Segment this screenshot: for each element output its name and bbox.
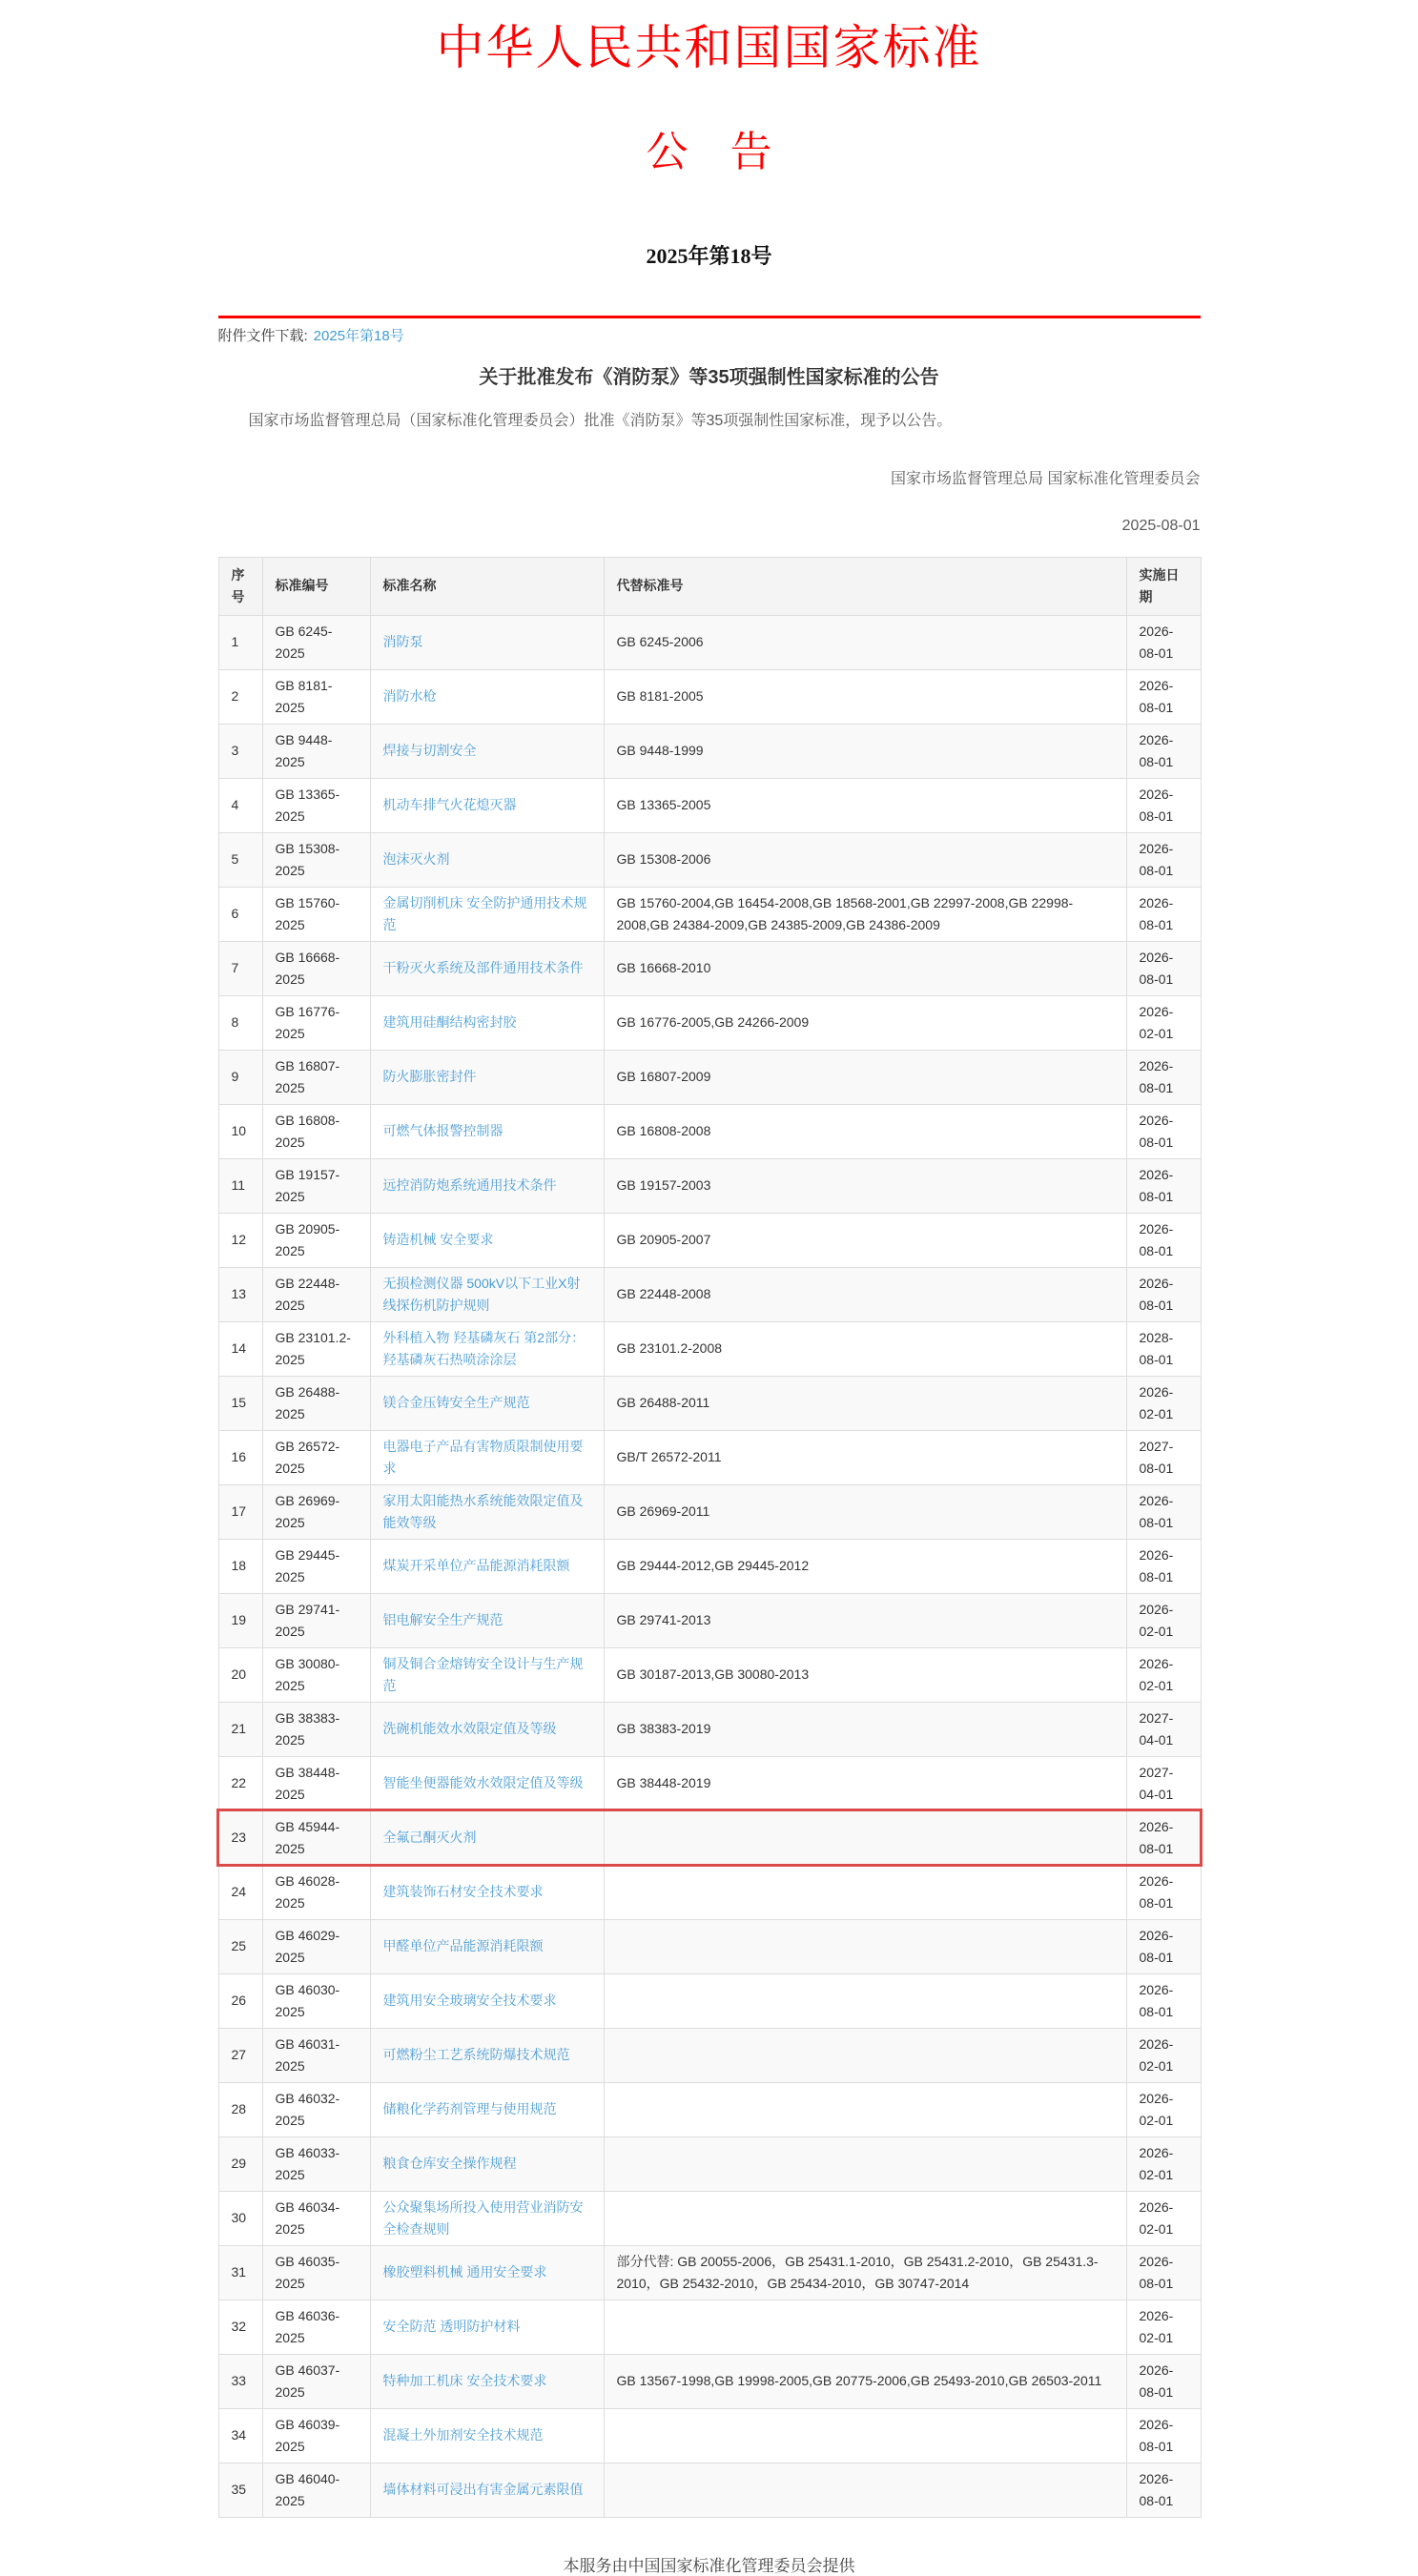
cell-standard-name: [370, 2136, 604, 2191]
cell-seq: 33: [218, 2354, 262, 2408]
cell-standard-code: GB 46036-2025: [262, 2300, 370, 2354]
cell-implementation-date: 2026-08-01: [1126, 1484, 1201, 1539]
table-row: [218, 2245, 1201, 2300]
standard-name-link[interactable]: 干粉灭火系统及部件通用技术条件: [382, 960, 584, 976]
cell-implementation-date: 2026-08-01: [1126, 669, 1201, 724]
table-row: [218, 1810, 1201, 1865]
standard-name-link[interactable]: 甲醛单位产品能源消耗限额: [382, 1938, 544, 1954]
cell-replaced-standards: GB 16808-2008: [604, 1104, 1126, 1158]
cell-standard-name: [370, 1430, 604, 1484]
cell-standard-code: GB 8181-2025: [262, 669, 370, 724]
cell-standard-code: GB 38383-2025: [262, 1702, 370, 1756]
standard-name-link[interactable]: 无损检测仪器 500kV以下工业X射线探伤机防护规则: [382, 1275, 581, 1313]
standard-name-link[interactable]: 粮食仓库安全操作规程: [382, 2156, 517, 2172]
cell-standard-name: [370, 1756, 604, 1810]
table-row: [218, 1050, 1201, 1104]
table-row: [218, 1973, 1201, 2028]
cell-standard-code: GB 29741-2025: [262, 1593, 370, 1647]
cell-standard-name: [370, 1267, 604, 1321]
table-row: [218, 1756, 1201, 1810]
standard-name-link[interactable]: 铝电解安全生产规范: [382, 1612, 503, 1628]
cell-seq: 28: [218, 2082, 262, 2136]
cell-seq: 10: [218, 1104, 262, 1158]
cell-seq: 30: [218, 2191, 262, 2245]
table-row: [218, 724, 1201, 778]
cell-implementation-date: 2026-02-01: [1126, 2300, 1201, 2354]
standard-name-link[interactable]: 特种加工机床 安全技术要求: [382, 2373, 547, 2389]
cell-seq: 22: [218, 1756, 262, 1810]
cell-replaced-standards: GB 6245-2006: [604, 615, 1126, 669]
cell-standard-code: GB 16776-2025: [262, 995, 370, 1050]
cell-standard-code: GB 16668-2025: [262, 941, 370, 995]
standard-name-link[interactable]: 泡沫灭火剂: [382, 851, 450, 868]
table-row: [218, 1321, 1201, 1376]
cell-standard-code: GB 16807-2025: [262, 1050, 370, 1104]
table-row: [218, 1702, 1201, 1756]
cell-standard-name: [370, 1919, 604, 1973]
cell-seq: 18: [218, 1539, 262, 1593]
cell-replaced-standards: GB 38448-2019: [604, 1756, 1126, 1810]
cell-implementation-date: 2028-08-01: [1126, 1321, 1201, 1376]
cell-replaced-standards: GB 15760-2004,GB 16454-2008,GB 18568-2001,GB 22997-2008,GB 22998-2008,GB 24384-2009,GB 24385-2009,GB 24386-2009: [604, 887, 1126, 941]
cell-seq: 17: [218, 1484, 262, 1539]
cell-standard-name: [370, 778, 604, 832]
cell-implementation-date: 2027-08-01: [1126, 1430, 1201, 1484]
cell-seq: 6: [218, 887, 262, 941]
standard-name-link[interactable]: 消防水枪: [382, 688, 437, 705]
cell-standard-name: [370, 941, 604, 995]
document-body: [218, 0, 1201, 2576]
cell-seq: 1: [218, 615, 262, 669]
header-cell-date: 实施日期: [1126, 557, 1201, 615]
standard-name-link[interactable]: 全氟己酮灭火剂: [382, 1830, 477, 1846]
cell-standard-code: GB 46031-2025: [262, 2028, 370, 2082]
table-row: [218, 887, 1201, 941]
cell-standard-name: [370, 2408, 604, 2463]
attachment-row: [218, 318, 1201, 346]
standard-name-link[interactable]: 金属切削机床 安全防护通用技术规范: [382, 894, 587, 932]
cell-standard-code: GB 26488-2025: [262, 1376, 370, 1430]
cell-seq: 16: [218, 1430, 262, 1484]
cell-replaced-standards: GB 26488-2011: [604, 1376, 1126, 1430]
cell-implementation-date: 2027-04-01: [1126, 1756, 1201, 1810]
cell-seq: 25: [218, 1919, 262, 1973]
cell-standard-name: [370, 2354, 604, 2408]
standard-name-link[interactable]: 建筑装饰石材安全技术要求: [382, 1884, 544, 1900]
table-row: [218, 2408, 1201, 2463]
cell-standard-name: [370, 1321, 604, 1376]
cell-implementation-date: 2026-02-01: [1126, 2082, 1201, 2136]
cell-replaced-standards: [604, 2136, 1126, 2191]
cell-standard-name: [370, 1104, 604, 1158]
table-row: [218, 1158, 1201, 1213]
cell-replaced-standards: 部分代替: GB 20055-2006，GB 25431.1-2010，GB 25431.2-2010，GB 25431.3-2010，GB 25432-2010，GB 25434-2010，GB 30747-2014: [604, 2245, 1126, 2300]
cell-standard-name: [370, 1158, 604, 1213]
table-row: [218, 1865, 1201, 1919]
table-row: [218, 1593, 1201, 1647]
table-row: [218, 1539, 1201, 1593]
issue-number: 2025年第18号: [646, 243, 772, 268]
cell-standard-name: [370, 2300, 604, 2354]
cell-implementation-date: 2026-02-01: [1126, 995, 1201, 1050]
cell-seq: 7: [218, 941, 262, 995]
cell-standard-name: [370, 2191, 604, 2245]
cell-standard-code: GB 9448-2025: [262, 724, 370, 778]
cell-implementation-date: 2026-02-01: [1126, 2191, 1201, 2245]
cell-implementation-date: 2026-08-01: [1126, 2463, 1201, 2517]
page-subtitle: 公 告: [646, 128, 772, 175]
publish-date: 2025-08-01: [1121, 517, 1201, 534]
cell-standard-code: GB 46035-2025: [262, 2245, 370, 2300]
cell-standard-name: [370, 2463, 604, 2517]
cell-implementation-date: 2026-08-01: [1126, 1158, 1201, 1213]
cell-standard-code: GB 15308-2025: [262, 832, 370, 887]
cell-standard-code: GB 19157-2025: [262, 1158, 370, 1213]
cell-replaced-standards: [604, 2463, 1126, 2517]
cell-replaced-standards: GB 29444-2012,GB 29445-2012: [604, 1539, 1126, 1593]
cell-standard-name: [370, 1539, 604, 1593]
cell-replaced-standards: GB 23101.2-2008: [604, 1321, 1126, 1376]
table-row: [218, 1647, 1201, 1702]
cell-implementation-date: 2026-08-01: [1126, 778, 1201, 832]
table-row: [218, 832, 1201, 887]
cell-implementation-date: 2026-08-01: [1126, 941, 1201, 995]
cell-replaced-standards: GB 16776-2005,GB 24266-2009: [604, 995, 1126, 1050]
cell-standard-code: GB 46032-2025: [262, 2082, 370, 2136]
cell-seq: 21: [218, 1702, 262, 1756]
cell-standard-name: [370, 669, 604, 724]
cell-standard-code: GB 29445-2025: [262, 1539, 370, 1593]
standard-name-link[interactable]: 家用太阳能热水系统能效限定值及能效等级: [382, 1492, 584, 1530]
cell-standard-code: GB 16808-2025: [262, 1104, 370, 1158]
cell-seq: 35: [218, 2463, 262, 2517]
cell-replaced-standards: [604, 1810, 1126, 1865]
cell-replaced-standards: GB 19157-2003: [604, 1158, 1126, 1213]
standard-name-link[interactable]: 混凝土外加剂安全技术规范: [382, 2427, 544, 2443]
cell-standard-name: [370, 832, 604, 887]
cell-standard-code: GB 46034-2025: [262, 2191, 370, 2245]
cell-implementation-date: 2026-08-01: [1126, 724, 1201, 778]
cell-standard-code: GB 30080-2025: [262, 1647, 370, 1702]
standard-name-link[interactable]: 消防泵: [382, 634, 423, 650]
cell-standard-name: [370, 1050, 604, 1104]
cell-replaced-standards: [604, 1973, 1126, 2028]
table-row: [218, 2463, 1201, 2517]
cell-standard-code: GB 46040-2025: [262, 2463, 370, 2517]
table-row: [218, 1919, 1201, 1973]
cell-seq: 29: [218, 2136, 262, 2191]
cell-standard-name: [370, 1484, 604, 1539]
cell-standard-code: GB 26572-2025: [262, 1430, 370, 1484]
standards-table: [218, 557, 1202, 2518]
cell-implementation-date: 2026-08-01: [1126, 2354, 1201, 2408]
table-row: [218, 2300, 1201, 2354]
table-row: [218, 2136, 1201, 2191]
cell-replaced-standards: GB 13567-1998,GB 19998-2005,GB 20775-2006,GB 25493-2010,GB 26503-2011: [604, 2354, 1126, 2408]
table-row: [218, 1213, 1201, 1267]
header-cell-replaced: 代替标准号: [604, 557, 1126, 615]
issuing-authority: 国家市场监督管理总局 国家标准化管理委员会: [891, 470, 1201, 487]
cell-replaced-standards: [604, 1865, 1126, 1919]
cell-replaced-standards: GB 13365-2005: [604, 778, 1126, 832]
standard-name-link[interactable]: 电器电子产品有害物质限制使用要求: [382, 1438, 584, 1476]
cell-implementation-date: 2026-08-01: [1126, 1267, 1201, 1321]
cell-standard-name: [370, 1647, 604, 1702]
cell-seq: 11: [218, 1158, 262, 1213]
standard-name-link[interactable]: 铸造机械 安全要求: [382, 1232, 494, 1248]
cell-standard-code: GB 15760-2025: [262, 887, 370, 941]
cell-replaced-standards: GB 8181-2005: [604, 669, 1126, 724]
cell-replaced-standards: GB/T 26572-2011: [604, 1430, 1126, 1484]
cell-seq: 14: [218, 1321, 262, 1376]
standard-name-link[interactable]: 铜及铜合金熔铸安全设计与生产规范: [382, 1655, 584, 1693]
cell-seq: 20: [218, 1647, 262, 1702]
cell-seq: 15: [218, 1376, 262, 1430]
cell-seq: 13: [218, 1267, 262, 1321]
cell-standard-name: [370, 2082, 604, 2136]
cell-standard-name: [370, 1702, 604, 1756]
table-row: [218, 2354, 1201, 2408]
cell-implementation-date: 2026-08-01: [1126, 1213, 1201, 1267]
cell-replaced-standards: [604, 2082, 1126, 2136]
cell-standard-name: [370, 615, 604, 669]
cell-replaced-standards: [604, 2028, 1126, 2082]
cell-standard-code: GB 6245-2025: [262, 615, 370, 669]
cell-standard-code: GB 46039-2025: [262, 2408, 370, 2463]
cell-implementation-date: 2026-08-01: [1126, 1810, 1201, 1865]
standard-name-link[interactable]: 建筑用硅酮结构密封胶: [382, 1014, 517, 1031]
table-header-row: [218, 557, 1201, 615]
cell-standard-code: GB 22448-2025: [262, 1267, 370, 1321]
cell-seq: 32: [218, 2300, 262, 2354]
cell-implementation-date: 2026-08-01: [1126, 1973, 1201, 2028]
cell-seq: 24: [218, 1865, 262, 1919]
table-row: [218, 995, 1201, 1050]
announcement-body: 国家市场监督管理总局（国家标准化管理委员会）批准《消防泵》等35项强制性国家标准，现予以公告。: [248, 412, 953, 429]
cell-implementation-date: 2026-02-01: [1126, 2028, 1201, 2082]
standard-name-link[interactable]: 外科植入物 羟基磷灰石 第2部分：羟基磷灰石热喷涂涂层: [382, 1329, 586, 1367]
attachment-link[interactable]: 2025年第18号: [313, 327, 404, 344]
table-row: [218, 1376, 1201, 1430]
cell-standard-code: GB 13365-2025: [262, 778, 370, 832]
cell-implementation-date: 2026-08-01: [1126, 1539, 1201, 1593]
cell-standard-code: GB 46030-2025: [262, 1973, 370, 2028]
cell-seq: 3: [218, 724, 262, 778]
cell-standard-name: [370, 1810, 604, 1865]
table-row: [218, 669, 1201, 724]
cell-seq: 27: [218, 2028, 262, 2082]
cell-replaced-standards: [604, 2408, 1126, 2463]
standard-name-link[interactable]: 安全防范 透明防护材料: [382, 2319, 521, 2335]
cell-standard-name: [370, 2245, 604, 2300]
standard-name-link[interactable]: 防火膨胀密封件: [382, 1069, 477, 1085]
cell-replaced-standards: GB 29741-2013: [604, 1593, 1126, 1647]
standard-name-link[interactable]: 可燃粉尘工艺系统防爆技术规范: [382, 2047, 570, 2063]
cell-implementation-date: 2026-08-01: [1126, 2408, 1201, 2463]
cell-replaced-standards: [604, 2191, 1126, 2245]
announcement-title: 关于批准发布《消防泵》等35项强制性国家标准的公告: [479, 366, 939, 388]
table-row: [218, 615, 1201, 669]
cell-implementation-date: 2026-08-01: [1126, 1919, 1201, 1973]
cell-seq: 12: [218, 1213, 262, 1267]
cell-standard-name: [370, 1865, 604, 1919]
cell-standard-code: GB 45944-2025: [262, 1810, 370, 1865]
cell-implementation-date: 2026-02-01: [1126, 1647, 1201, 1702]
standard-name-link[interactable]: 机动车排气火花熄灭器: [382, 797, 517, 813]
footer-text: 本服务由中国国家标准化管理委员会提供: [563, 2556, 855, 2575]
table-row: [218, 2028, 1201, 2082]
standard-name-link[interactable]: 远控消防炮系统通用技术条件: [382, 1177, 557, 1194]
cell-replaced-standards: GB 22448-2008: [604, 1267, 1126, 1321]
standard-name-link[interactable]: 储粮化学药剂管理与使用规范: [382, 2101, 557, 2117]
table-row: [218, 2082, 1201, 2136]
cell-implementation-date: 2026-08-01: [1126, 2245, 1201, 2300]
cell-standard-name: [370, 995, 604, 1050]
cell-implementation-date: 2026-02-01: [1126, 2136, 1201, 2191]
header-cell-seq: 序号: [218, 557, 262, 615]
table-row: [218, 2191, 1201, 2245]
cell-standard-name: [370, 1213, 604, 1267]
cell-seq: 9: [218, 1050, 262, 1104]
standard-name-link[interactable]: 橡胶塑料机械 通用安全要求: [382, 2264, 547, 2280]
cell-seq: 4: [218, 778, 262, 832]
header-cell-code: 标准编号: [262, 557, 370, 615]
cell-seq: 26: [218, 1973, 262, 2028]
cell-implementation-date: 2026-08-01: [1126, 615, 1201, 669]
cell-replaced-standards: [604, 1919, 1126, 1973]
cell-seq: 8: [218, 995, 262, 1050]
table-row: [218, 1484, 1201, 1539]
cell-implementation-date: 2026-02-01: [1126, 1593, 1201, 1647]
standard-name-link[interactable]: 洗碗机能效水效限定值及等级: [382, 1721, 557, 1737]
cell-seq: 34: [218, 2408, 262, 2463]
cell-replaced-standards: GB 15308-2006: [604, 832, 1126, 887]
cell-replaced-standards: GB 16668-2010: [604, 941, 1126, 995]
cell-seq: 19: [218, 1593, 262, 1647]
table-row: [218, 1267, 1201, 1321]
cell-standard-name: [370, 1973, 604, 2028]
cell-implementation-date: 2026-08-01: [1126, 1104, 1201, 1158]
table-row: [218, 1430, 1201, 1484]
standard-name-link[interactable]: 煤炭开采单位产品能源消耗限额: [382, 1558, 570, 1574]
header-cell-name: 标准名称: [370, 557, 604, 615]
cell-replaced-standards: GB 9448-1999: [604, 724, 1126, 778]
attachment-label: 附件文件下载:: [217, 327, 308, 344]
cell-implementation-date: 2026-08-01: [1126, 887, 1201, 941]
cell-standard-code: GB 46033-2025: [262, 2136, 370, 2191]
cell-seq: 31: [218, 2245, 262, 2300]
cell-replaced-standards: GB 16807-2009: [604, 1050, 1126, 1104]
standard-name-link[interactable]: 焊接与切割安全: [382, 743, 477, 759]
standard-name-link[interactable]: 可燃气体报警控制器: [382, 1123, 503, 1139]
cell-seq: 5: [218, 832, 262, 887]
cell-standard-code: GB 23101.2-2025: [262, 1321, 370, 1376]
cell-standard-name: [370, 1593, 604, 1647]
cell-standard-code: GB 46028-2025: [262, 1865, 370, 1919]
table-row: [218, 941, 1201, 995]
cell-implementation-date: 2026-08-01: [1126, 1865, 1201, 1919]
table-row: [218, 778, 1201, 832]
cell-standard-name: [370, 1376, 604, 1430]
cell-implementation-date: 2027-04-01: [1126, 1702, 1201, 1756]
cell-replaced-standards: GB 38383-2019: [604, 1702, 1126, 1756]
cell-seq: 23: [218, 1810, 262, 1865]
cell-standard-name: [370, 724, 604, 778]
cell-standard-name: [370, 887, 604, 941]
cell-standard-name: [370, 2028, 604, 2082]
cell-implementation-date: 2026-02-01: [1126, 1376, 1201, 1430]
cell-replaced-standards: GB 20905-2007: [604, 1213, 1126, 1267]
table-row: [218, 1104, 1201, 1158]
standard-name-link[interactable]: 镁合金压铸安全生产规范: [382, 1395, 530, 1411]
cell-replaced-standards: [604, 2300, 1126, 2354]
cell-implementation-date: 2026-08-01: [1126, 1050, 1201, 1104]
standard-name-link[interactable]: 公众聚集场所投入使用营业消防安全检查规则: [382, 2198, 584, 2237]
standard-name-link[interactable]: 建筑用安全玻璃安全技术要求: [382, 1993, 557, 2009]
cell-standard-code: GB 46029-2025: [262, 1919, 370, 1973]
cell-standard-code: GB 38448-2025: [262, 1756, 370, 1810]
cell-seq: 2: [218, 669, 262, 724]
cell-implementation-date: 2026-08-01: [1126, 832, 1201, 887]
standard-name-link[interactable]: 智能坐便器能效水效限定值及等级: [382, 1775, 584, 1791]
cell-standard-code: GB 26969-2025: [262, 1484, 370, 1539]
cell-replaced-standards: GB 26969-2011: [604, 1484, 1126, 1539]
standard-name-link[interactable]: 墙体材料可浸出有害金属元素限值: [382, 2482, 584, 2498]
cell-replaced-standards: GB 30187-2013,GB 30080-2013: [604, 1647, 1126, 1702]
cell-standard-code: GB 20905-2025: [262, 1213, 370, 1267]
page-title: 中华人民共和国国家标准: [436, 21, 982, 74]
cell-standard-code: GB 46037-2025: [262, 2354, 370, 2408]
